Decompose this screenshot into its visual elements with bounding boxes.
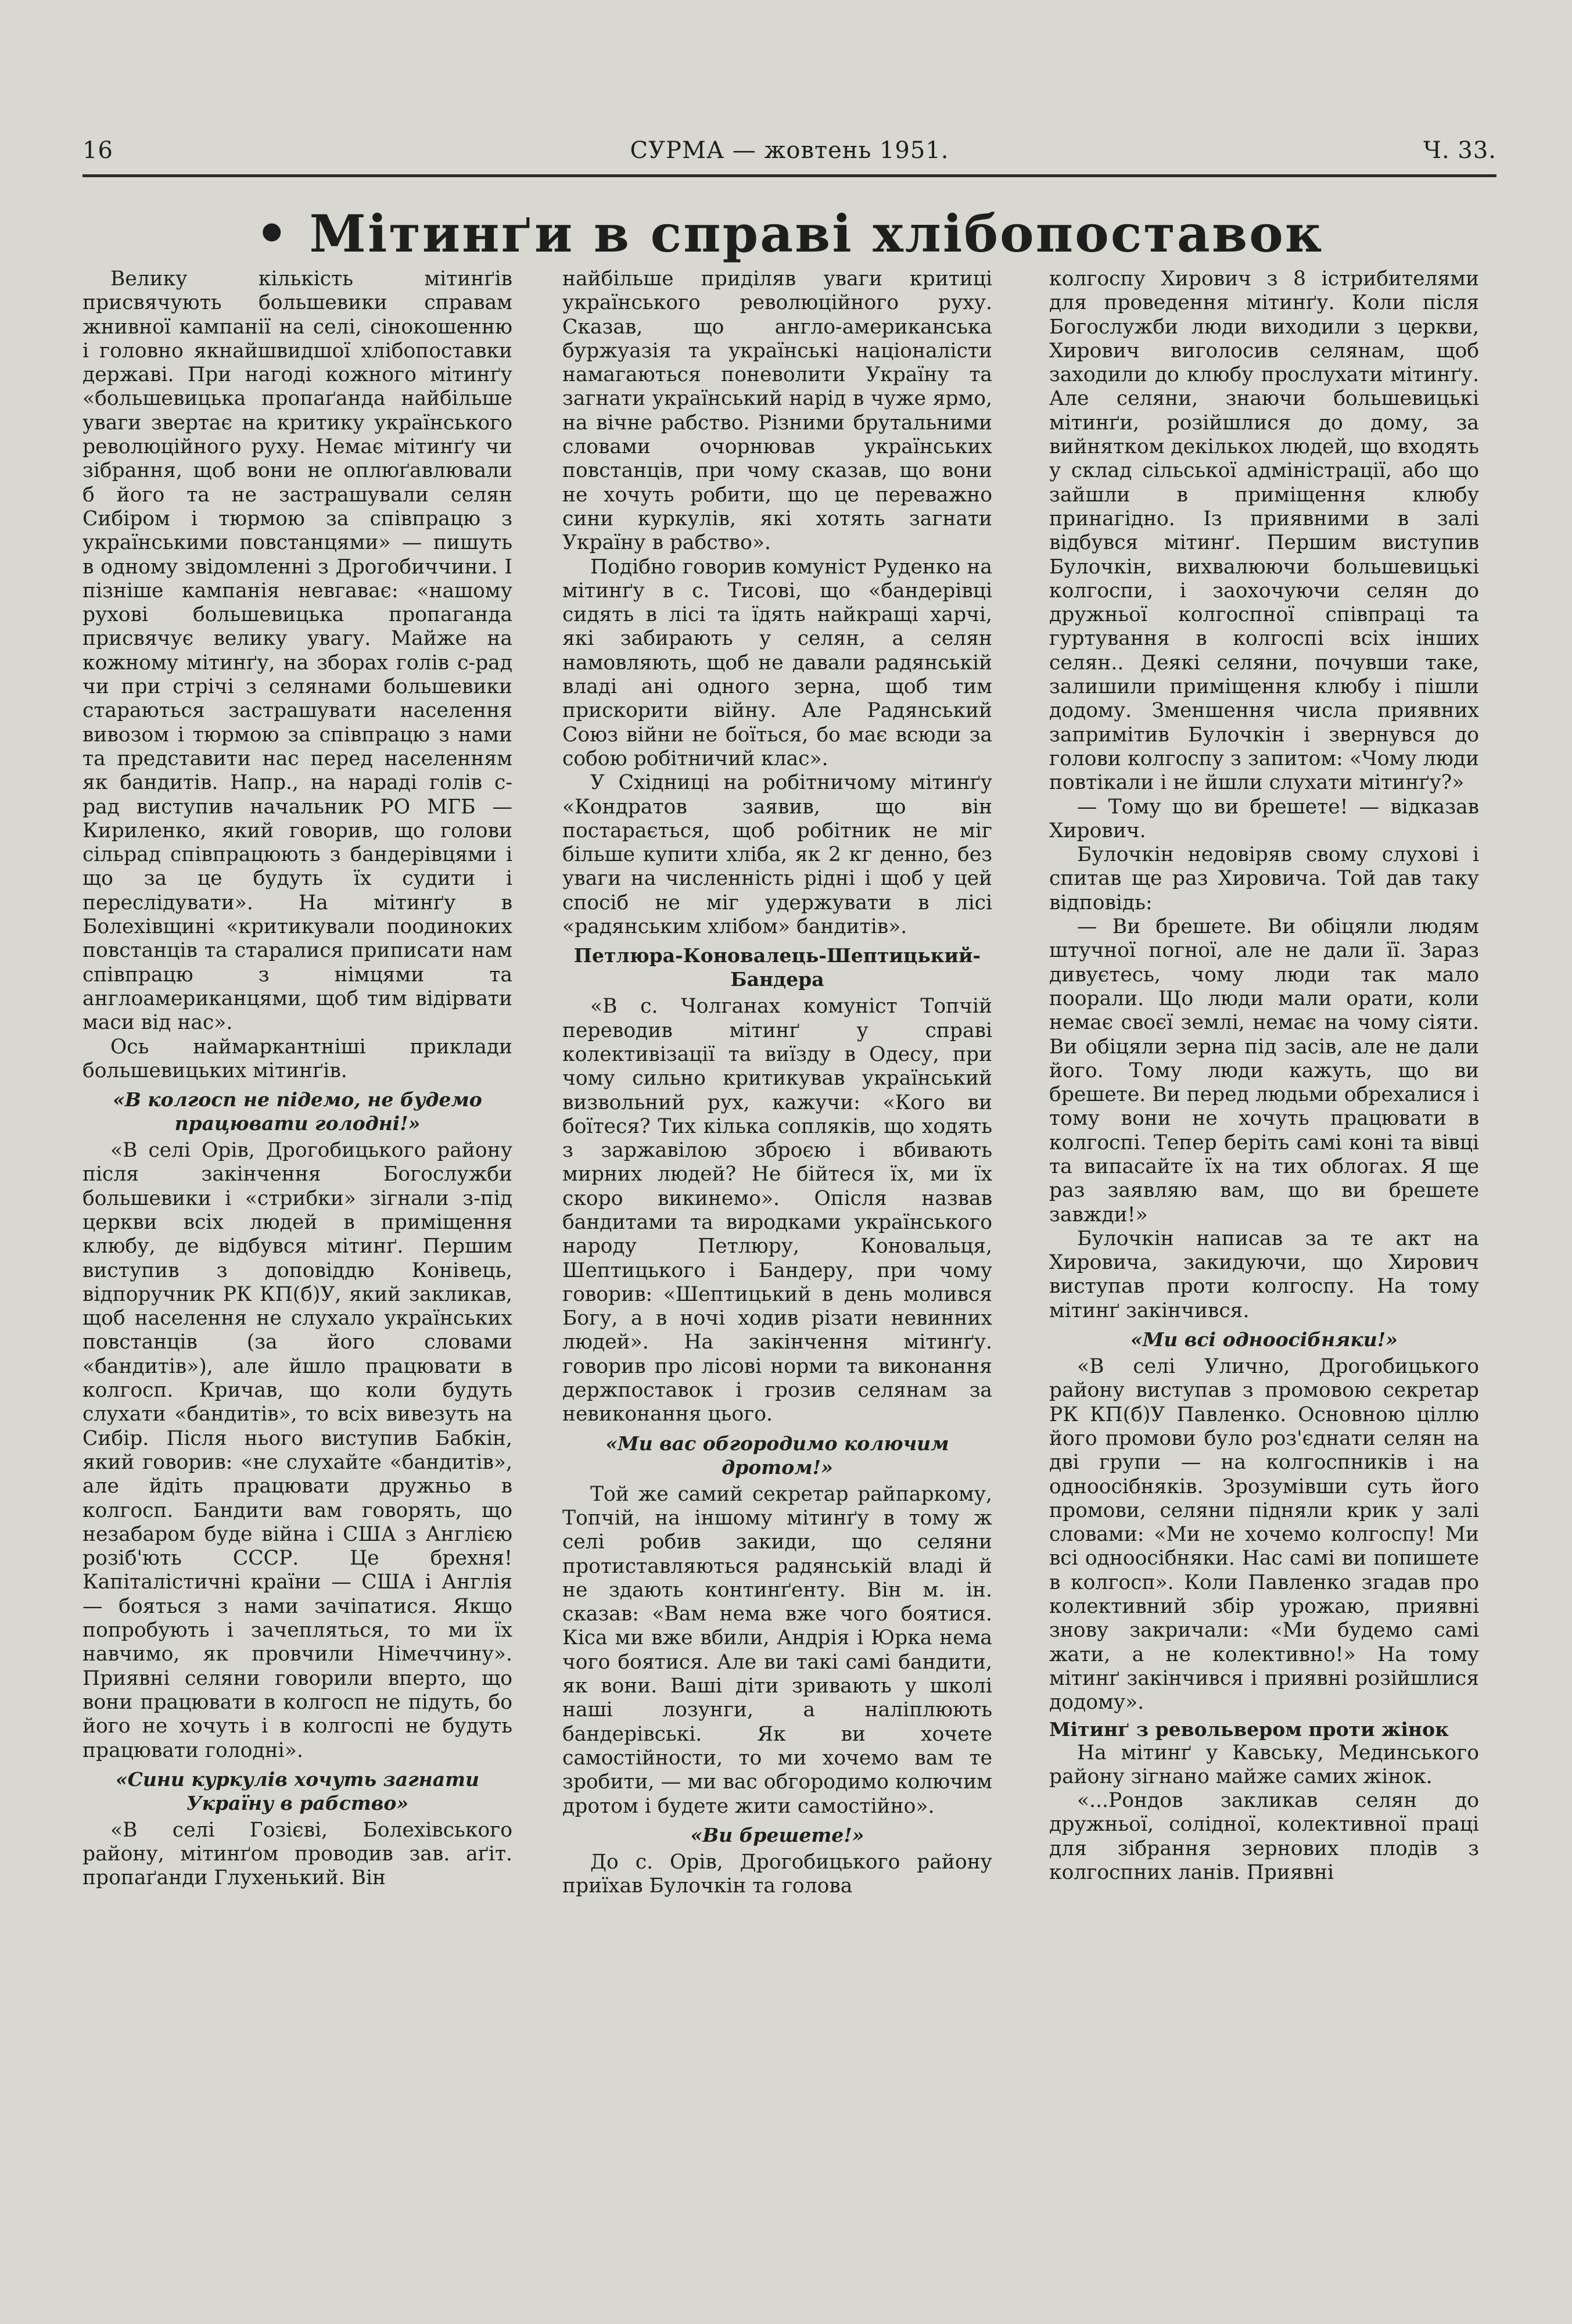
page-header <box>82 137 1496 174</box>
article-column-3 <box>1049 267 1479 2243</box>
paragraph: До с. Орів, Дрогобицького району приїхав Булочкін та голова <box>562 1850 992 1898</box>
publication-line: СУРМА — жовтень 1951. <box>630 137 949 164</box>
paragraph: У Східниці на робітничому мітинґу «Кондратов заявив, що він постарається, щоб робітник не міг більше купити хліба, як 2 кг денно, без уваги на численність рідні і щоб у цей спосіб не міг удержувати в лісі «радянським хлібом» бандитів». <box>562 771 992 939</box>
paragraph: На мітинґ у Кавську, Мединського району зігнано майже самих жінок. <box>1049 1741 1479 1788</box>
paragraph: «В селі Гозієві, Болехівського району, мітинґом проводив зав. аґіт. пропаґанди Глухенький. Він <box>82 1818 512 1890</box>
section-heading: «В колгосп не підемо, не будемо працювати голодні!» <box>113 1088 482 1135</box>
paragraph: — Ви брешете. Ви обіцяли людям штучної погної, але не дали її. Зараз дивуєтесь, чому люди так мало поорали. Що люди мали орати, коли немає своєї землі, немає на чому сіяти. Ви обіцяли зерна під засів, але не дали його. Тому люди кажуть, що ви брешете. Ви перед людьми обрехалися і тому вони не хочуть працювати в колгоспі. Тепер беріть самі коні та вівці та випасайте їх на тих облогах. Я ще раз заявляю вам, що ви брешете завжди!» <box>1049 915 1479 1226</box>
article-column-1 <box>82 267 512 2243</box>
header-rule <box>82 174 1496 177</box>
section-heading: «Ми вас обгородимо колючим дротом!» <box>605 1432 949 1479</box>
article-column-2 <box>562 267 992 2243</box>
paragraph: «В селі Орів, Дрогобицького району після закінчення Богослужби большевики і «стрибки» зігнали з-під церкви всіх людей в приміщення клюбу, де відбувся мітинґ. Першим виступив з доповіддю Конівець, відпоручник РК КП(б)У, який закликав, щоб населення не слухало українських повстанців (за його словами «бандитів»), але йшло працювати в колгосп. Кричав, що коли будуть слухати «бандитів», то всіх вивезуть на Сибір. Після нього виступив Бабкін, який говорив: «не слухайте «бандитів», але йдіть працювати дружньо в колгосп. Бандити вам говорять, що незабаром буде війна і США з Англією розіб'ють СССР. Це брехня! Капіталістичні країни — США і Англія — бояться з нами зачіпатися. Якщо попробують і зачепляться, то ми їх навчимо, як провчили Німеччину». Приявні селяни говорили вперто, що вони працювати в колгосп не підуть, бо його не хочуть і в колгоспі не будуть працювати голодні». <box>82 1139 512 1762</box>
paragraph: Ось наймаркантніші приклади большевицьких мітинґів. <box>82 1035 512 1082</box>
paragraph: — Тому що ви брешете! — відказав Хирович. <box>1049 795 1479 842</box>
section-heading: Петлюра-Коновалець-Шептицький-Бандера <box>573 944 981 991</box>
article-title: • Мітинґи в справі хлібопоставок <box>255 203 1324 264</box>
paragraph: «...Рондов закликав селян до дружньої, солідної, колективної праці для зібрання зернових плодів з колгоспних ланів. Приявні <box>1049 1789 1479 1884</box>
issue-number: Ч. 33. <box>1423 137 1496 164</box>
paragraph: «В с. Чолганах комуніст Топчій переводив мітинґ у справі колективізації та виїзду в Одесу, при чому сильно критикував український визвольний рух, кажучи: «Кого ви боїтеся? Тих кілька сопляків, що ходять з заржавілою зброєю і вбивають мирних людей? Не бійтеся їх, ми їх скоро викинемо». Опісля назвав бандитами та виродками українського народу Петлюру, Коновальця, Шептицького і Бандеру, при чому говорив: «Шептицький в день молився Богу, а в ночі ходив різати невинних людей». На закінчення мітинґу. говорив про лісові норми та виконання держпоставок і грозив селянам за невиконання цього. <box>562 995 992 1426</box>
paragraph: Велику кількість мітинґів присвячують большевики справам жнивної кампанії на селі, сінокошенню і головно якнайшвидшої хлібопоставки державі. При нагоді кожного мітинґу «большевицька пропаґанда найбільше уваги звертає на критику українського революційного руху. Немає мітинґу чи зібрання, щоб вони не оплюґавлювали б його та не застрашували селян Сибіром і тюрмою за співпрацю з українськими повстанцями» — пишуть в одному звідомленні з Дрогобиччини. І пізніше кампанія невгаває: «нашому рухові большевицька пропаганда присвячує велику увагу. Майже на кожному мітинґу, на зборах голів с-рад чи при стрічі з селянами большевики стараються застрашувати населення вивозом і тюрмою за співпрацю з нами та представити нас перед населенням як бандитів. Напр., на нараді голів с-рад виступив начальник РО МГБ — Кириленко, який говорив, що голови сільрад співпрацюють з бандерівцями і що за це будуть їх судити і переслідувати». На мітинґу в Болехівщині «критикували поодиноких повстанців та старалися приписати нам співпрацю з німцями та англоамериканцями, щоб тим відірвати маси від нас». <box>82 267 512 1035</box>
section-heading: «Сини куркулів хочуть загнати Україну в рабство» <box>115 1767 480 1814</box>
paragraph: колгоспу Хирович з 8 істрибителями для проведення мітинґу. Коли після Богослужби люди виходили з церкви, Хирович виголосив селянам, щоб заходили до клюбу прослухати мітинґу. Але селяни, знаючи большевицькі мітинґи, розійшлися до дому, за вийнятком декількох людей, що входять у склад сільської адміністрації, або що зайшли в приміщення клюбу принагідно. Із приявними в залі відбувся мітинґ. Першим виступив Булочкін, вихвалюючи большевицькі колгоспи, і заохочуючи селян до дружньої колгоспної співпраці та гуртування в колгоспі всіх інших селян.. Деякі селяни, почувши таке, залишили приміщення клюбу і пішли додому. Зменшення числа приявних запримітив Булочкін і звернувся до голови колгоспу з запитом: «Чому люди повтікали і не йшли слухати мітинґу?» <box>1049 267 1479 795</box>
page-number: 16 <box>82 137 113 164</box>
section-heading: Мітинґ з револьвером проти жінок <box>1049 1717 1449 1741</box>
paragraph: Той же самий секретар райпаркому, Топчій, на іншому мітинґу в тому ж селі робив закиди, що селяни протиставляються радянській владі й не здають континґенту. Він м. ін. сказав: «Вам нема вже чого боятися. Кіса ми вже вбили, Андрія і Юрка нема чого боятися. Але ви такі самі бандити, як вони. Ваші діти зривають у школі наші лозунги, а наліплюють бандерівські. Як ви хочете самостійности, то ми хочемо вам те зробити, — ми вас обгородимо колючим дротом і будете жити самостійно». <box>562 1482 992 1818</box>
paragraph: Булочкін написав за те акт на Хировича, закидуючи, що Хирович виступав проти колгоспу. На тому мітинґ закінчився. <box>1049 1226 1479 1322</box>
section-heading: «Ми всі одноосібняки!» <box>1130 1328 1398 1351</box>
paragraph: Подібно говорив комуніст Руденко на мітинґу в с. Тисові, що «бандерівці сидять в лісі та їдять найкращі харчі, які забирають у селян, а селян намовляють, щоб не давали радянській владі ані одного зерна, щоб тим прискорити війну. Але Радянський Союз війни не боїться, бо має всюди за собою робітничий клас». <box>562 555 992 770</box>
paragraph: найбільше приділяв уваги критиці українського революційного руху. Сказав, що англо-американська буржуазія та українські націоналісти намагаються поневолити Україну та загнати український нарід в чуже ярмо, на вічне рабство. Різними брутальними словами очорнював українських повстанців, при чому сказав, що вони не хочуть робити, що це переважно сини куркулів, які хотять загнати Україну в рабство». <box>562 267 992 555</box>
paragraph: Булочкін недовіряв свому слухові і спитав ще раз Хировича. Той дав таку відповідь: <box>1049 843 1479 914</box>
section-heading: «Ви брешете!» <box>690 1823 864 1846</box>
paragraph: «В селі Улично, Дрогобицького району виступав з промовою секретар РК КП(б)У Павленко. Основною ціллю його промови було роз'єднати селян на дві групи — на колгоспників і на одноосібняків. Зрозумівши суть його промови, селяни підняли крик у залі словами: «Ми не хочемо колгоспу! Ми всі одноосібняки. Нас самі ви попишете в колгосп». Коли Павленко згадав про колективний збір урожаю, приявні знову закричали: «Ми будемо самі жати, а не колективно!» На тому мітинґ закінчився і приявні розійшлися додому». <box>1049 1355 1479 1715</box>
